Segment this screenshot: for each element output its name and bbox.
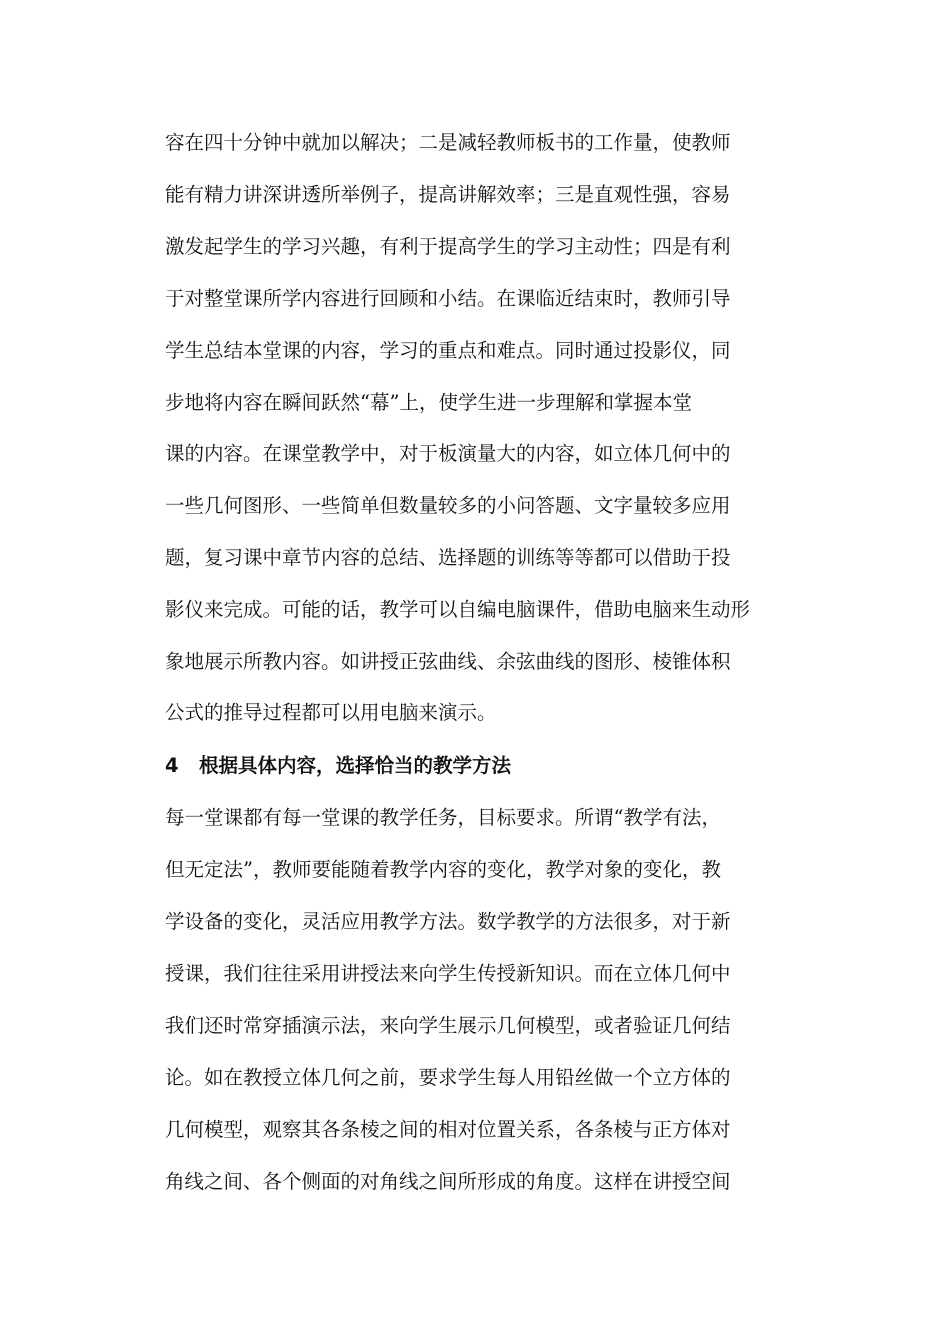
text-line: 每一堂课都有每一堂课的教学任务，目标要求。所谓“教学有法， (165, 806, 721, 829)
section-heading (165, 753, 790, 779)
text-line: 于对整堂课所学内容进行回顾和小结。在课临近结束时，教师引导 (165, 287, 731, 310)
text-line: 学设备的变化，灵活应用教学方法。数学教学的方法很多，对于新 (165, 910, 731, 933)
text-line: 我们还时常穿插演示法，来向学生展示几何模型，或者验证几何结 (165, 1014, 731, 1037)
text-line: 能有精力讲深讲透所举例子，提高讲解效率；三是直观性强，容易 (165, 183, 731, 206)
text-line: 但无定法”，教师要能随着教学内容的变化，教学对象的变化，教 (165, 858, 721, 881)
text-line: 题，复习课中章节内容的总结、选择题的训练等等都可以借助于投 (165, 546, 731, 569)
section-number: 4 (165, 754, 179, 777)
text-line: 影仪来完成。可能的话，教学可以自编电脑课件，借助电脑来生动形 (165, 598, 751, 621)
text-line: 课的内容。在课堂教学中，对于板演量大的内容，如立体几何中的 (165, 442, 731, 465)
section-title: 根据具体内容，选择恰当的教学方法 (199, 754, 512, 777)
text-line: 激发起学生的学习兴趣，有利于提高学生的学习主动性；四是有利 (165, 235, 731, 258)
text-line: 一些几何图形、一些简单但数量较多的小问答题、文字量较多应用 (165, 494, 731, 517)
text-line: 论。如在教授立体几何之前，要求学生每人用铅丝做一个立方体的 (165, 1066, 731, 1089)
text-line: 授课，我们往往采用讲授法来向学生传授新知识。而在立体几何中 (165, 962, 731, 985)
text-line: 公式的推导过程都可以用电脑来演示。 (165, 701, 497, 724)
text-line: 学生总结本堂课的内容，学习的重点和难点。同时通过投影仪，同 (165, 339, 731, 362)
text-line: 象地展示所教内容。如讲授正弦曲线、余弦曲线的图形、棱锥体积 (165, 650, 731, 673)
text-line: 容在四十分钟中就加以解决；二是减轻教师板书的工作量，使教师 (165, 131, 731, 154)
text-line: 角线之间、各个侧面的对角线之间所形成的角度。这样在讲授空间 (165, 1170, 731, 1193)
text-line: 步地将内容在瞬间跃然“幕”上，使学生进一步理解和掌握本堂 (165, 391, 692, 414)
text-line: 几何模型，观察其各条棱之间的相对位置关系，各条棱与正方体对 (165, 1118, 731, 1141)
